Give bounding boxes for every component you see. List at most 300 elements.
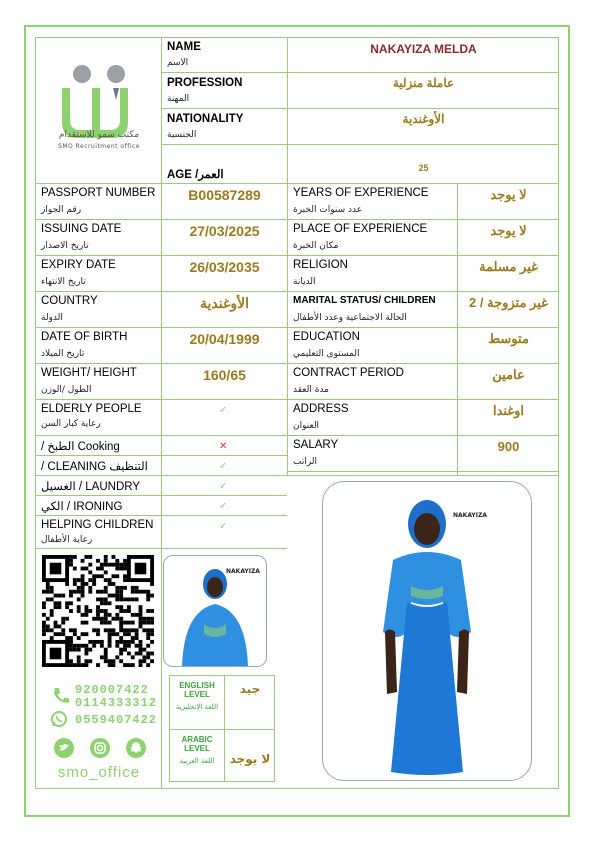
qr-module bbox=[77, 659, 81, 663]
skill-mark-icon: ✓ bbox=[219, 461, 228, 472]
qr-module bbox=[104, 601, 108, 605]
qr-module bbox=[96, 590, 100, 594]
qr-module bbox=[146, 644, 150, 648]
right-field-value: 900 bbox=[497, 439, 520, 454]
skills-end-hline bbox=[35, 548, 287, 549]
skill-row-line bbox=[35, 495, 287, 496]
qr-module bbox=[135, 644, 139, 648]
left-field-label: PASSPORT NUMBER bbox=[41, 187, 156, 199]
qr-module bbox=[88, 563, 92, 567]
qr-module bbox=[77, 644, 81, 648]
skill-label: الغسيل / LAUNDRY bbox=[41, 481, 141, 493]
qr-module bbox=[104, 563, 108, 567]
qr-module bbox=[92, 640, 96, 644]
qr-module bbox=[84, 567, 88, 571]
right-field-label-ar: العنوان bbox=[293, 421, 320, 431]
qr-module bbox=[123, 640, 127, 644]
qr-module bbox=[127, 628, 131, 632]
qr-module bbox=[146, 597, 150, 601]
qr-module bbox=[100, 601, 104, 605]
qr-module bbox=[50, 590, 54, 594]
right-field-label-ar: مدة العقد bbox=[293, 385, 329, 395]
qr-module bbox=[73, 567, 77, 571]
qr-module bbox=[119, 652, 123, 656]
left-field-value: 160/65 bbox=[203, 367, 246, 383]
qr-module bbox=[88, 570, 92, 574]
qr-module bbox=[115, 563, 119, 567]
qr-module bbox=[50, 628, 54, 632]
qr-module bbox=[127, 609, 131, 613]
qr-module bbox=[127, 621, 131, 625]
qr-module bbox=[77, 655, 81, 659]
qr-module bbox=[123, 648, 127, 652]
qr-module bbox=[108, 621, 112, 625]
person-large-icon bbox=[323, 482, 531, 780]
left-row-line bbox=[35, 399, 287, 400]
qr-module bbox=[104, 590, 108, 594]
qr-module bbox=[73, 663, 77, 667]
qr-module bbox=[96, 617, 100, 621]
qr-module bbox=[115, 632, 119, 636]
qr-module bbox=[84, 632, 88, 636]
qr-module bbox=[96, 567, 100, 571]
right-field-label: ADDRESS bbox=[293, 403, 349, 415]
nationality-label: NATIONALITY bbox=[167, 113, 244, 125]
right-row-line bbox=[287, 435, 559, 436]
qr-module bbox=[100, 590, 104, 594]
qr-module bbox=[42, 613, 46, 617]
qr-module bbox=[100, 567, 104, 571]
qr-module bbox=[112, 632, 116, 636]
qr-module bbox=[81, 613, 85, 617]
qr-module bbox=[100, 655, 104, 659]
qr-module bbox=[104, 655, 108, 659]
qr-module bbox=[127, 597, 131, 601]
qr-module bbox=[88, 555, 92, 559]
qr-module bbox=[146, 636, 150, 640]
qr-module bbox=[139, 652, 143, 656]
qr-module bbox=[81, 621, 85, 625]
qr-module bbox=[131, 636, 135, 640]
qr-module bbox=[139, 648, 143, 652]
qr-module bbox=[84, 644, 88, 648]
right-field-label: MARITAL STATUS/ CHILDREN bbox=[293, 295, 436, 306]
qr-module bbox=[108, 659, 112, 663]
photo-large bbox=[322, 481, 532, 781]
skill-label-ar: رعاية الأطفال bbox=[41, 535, 93, 545]
bottom-main-hline bbox=[287, 475, 559, 476]
right-row-line bbox=[287, 327, 559, 328]
qr-module bbox=[123, 586, 127, 590]
arabic-level-label-ar: اللغة العربية bbox=[179, 757, 215, 765]
right-row-line bbox=[287, 363, 559, 364]
right-field-label-ar: المستوى التعليمي bbox=[293, 349, 360, 359]
name-label: NAME bbox=[167, 41, 201, 53]
skill-mark-icon: ✓ bbox=[219, 405, 228, 416]
qr-module bbox=[100, 617, 104, 621]
qr-module bbox=[119, 625, 123, 629]
qr-module bbox=[123, 559, 127, 563]
qr-module bbox=[115, 574, 119, 578]
qr-module bbox=[108, 663, 112, 667]
qr-module bbox=[135, 632, 139, 636]
qr-module bbox=[104, 597, 108, 601]
qr-module bbox=[100, 609, 104, 613]
skill-label: / الطبخ Cooking bbox=[41, 441, 120, 453]
phone-number-2: 0114333312 bbox=[75, 696, 158, 710]
qr-module bbox=[115, 655, 119, 659]
qr-code[interactable] bbox=[42, 555, 154, 667]
qr-module bbox=[50, 648, 62, 660]
qr-module bbox=[77, 636, 81, 640]
qr-module bbox=[115, 590, 119, 594]
qr-module bbox=[96, 632, 100, 636]
qr-module bbox=[92, 628, 96, 632]
qr-module bbox=[69, 636, 73, 640]
qr-module bbox=[127, 652, 131, 656]
left-field-label-ar: تاريخ الميلاد bbox=[41, 349, 85, 359]
english-level-label: ENGLISH LEVEL bbox=[179, 681, 215, 699]
qr-module bbox=[100, 644, 104, 648]
header-hline-4 bbox=[35, 183, 559, 184]
qr-module bbox=[46, 586, 50, 590]
qr-module bbox=[69, 628, 73, 632]
qr-module bbox=[96, 609, 100, 613]
qr-module bbox=[88, 659, 92, 663]
qr-module bbox=[131, 590, 135, 594]
qr-module bbox=[54, 621, 58, 625]
right-field-label-ar: الراتب bbox=[293, 457, 318, 467]
qr-module bbox=[104, 617, 108, 621]
qr-module bbox=[115, 594, 119, 598]
qr-module bbox=[81, 582, 85, 586]
qr-module bbox=[146, 590, 150, 594]
right-field-label-ar: الديانة bbox=[293, 277, 316, 287]
qr-module bbox=[104, 555, 108, 559]
qr-module bbox=[131, 613, 135, 617]
skill-label: الكي / IRONING bbox=[41, 501, 123, 513]
qr-module bbox=[108, 628, 112, 632]
qr-module bbox=[119, 636, 123, 640]
qr-module bbox=[123, 663, 127, 667]
qr-module bbox=[84, 648, 88, 652]
qr-module bbox=[139, 613, 143, 617]
social-handle: smo_office bbox=[57, 764, 141, 781]
qr-module bbox=[146, 621, 150, 625]
left-value-vline bbox=[161, 183, 162, 399]
qr-module bbox=[123, 632, 127, 636]
left-field-label-ar: الطول /الوزن bbox=[41, 385, 92, 395]
qr-module bbox=[104, 621, 108, 625]
qr-module bbox=[142, 628, 146, 632]
qr-module bbox=[135, 590, 139, 594]
qr-module bbox=[77, 578, 81, 582]
qr-module bbox=[100, 640, 104, 644]
qr-module bbox=[96, 559, 100, 563]
qr-module bbox=[96, 605, 100, 609]
qr-module bbox=[123, 567, 127, 571]
qr-module bbox=[150, 609, 154, 613]
qr-module bbox=[135, 636, 139, 640]
qr-module bbox=[150, 640, 154, 644]
qr-module bbox=[150, 659, 154, 663]
qr-module bbox=[77, 605, 81, 609]
snapchat-icon[interactable] bbox=[126, 738, 146, 758]
skill-label-ar: رعاية كبار السن bbox=[41, 419, 101, 429]
qr-module bbox=[73, 632, 77, 636]
qr-module bbox=[69, 563, 73, 567]
qr-module bbox=[100, 563, 104, 567]
qr-module bbox=[84, 605, 88, 609]
left-field-label: EXPIRY DATE bbox=[41, 259, 116, 271]
qr-module bbox=[150, 621, 154, 625]
qr-module bbox=[77, 648, 81, 652]
profession-label-ar: المهنة bbox=[167, 94, 190, 104]
profession-label: PROFESSION bbox=[167, 77, 243, 89]
qr-module bbox=[61, 594, 65, 598]
left-field-value: 26/03/2035 bbox=[189, 259, 260, 275]
qr-module bbox=[142, 617, 146, 621]
qr-module bbox=[131, 628, 135, 632]
qr-module bbox=[104, 570, 108, 574]
qr-module bbox=[119, 648, 123, 652]
qr-module bbox=[92, 617, 96, 621]
qr-module bbox=[69, 609, 73, 613]
right-field-value: عامين bbox=[492, 367, 525, 382]
right-field-label: PLACE OF EXPERIENCE bbox=[293, 223, 428, 235]
qr-module bbox=[146, 594, 150, 598]
qr-module bbox=[135, 652, 139, 656]
qr-module bbox=[139, 640, 143, 644]
qr-module bbox=[54, 601, 58, 605]
qr-module bbox=[42, 625, 46, 629]
qr-module bbox=[73, 590, 77, 594]
qr-module bbox=[61, 628, 65, 632]
qr-module bbox=[119, 590, 123, 594]
qr-module bbox=[115, 640, 119, 644]
qr-module bbox=[84, 621, 88, 625]
qr-module bbox=[69, 659, 73, 663]
qr-module bbox=[146, 617, 150, 621]
qr-module bbox=[42, 605, 46, 609]
nationality-value: الأوغندية bbox=[402, 112, 445, 126]
qr-module bbox=[69, 590, 73, 594]
qr-module bbox=[69, 594, 73, 598]
qr-module bbox=[73, 628, 77, 632]
qr-module bbox=[46, 582, 50, 586]
qr-module bbox=[65, 601, 69, 605]
qr-module bbox=[139, 605, 143, 609]
qr-module bbox=[139, 621, 143, 625]
right-field-value: متوسط bbox=[488, 331, 529, 346]
photo-small bbox=[163, 555, 267, 667]
qr-module bbox=[112, 628, 116, 632]
right-field-label: CONTRACT PERIOD bbox=[293, 367, 404, 379]
qr-module bbox=[57, 625, 61, 629]
qr-module bbox=[135, 613, 139, 617]
qr-module bbox=[65, 605, 69, 609]
right-field-label-ar: الحالة الاجتماعية وعدد الأطفال bbox=[293, 313, 407, 323]
qr-module bbox=[146, 663, 150, 667]
qr-module bbox=[84, 659, 88, 663]
right-value-vline bbox=[457, 183, 458, 475]
qr-module bbox=[119, 605, 123, 609]
qr-module bbox=[96, 597, 100, 601]
qr-module bbox=[108, 601, 112, 605]
qr-module bbox=[112, 574, 116, 578]
qr-module bbox=[135, 586, 139, 590]
skill-row-line bbox=[35, 475, 287, 476]
qr-module bbox=[81, 663, 85, 667]
qr-module bbox=[146, 655, 150, 659]
left-field-label-ar: الدولة bbox=[41, 313, 63, 323]
qr-module bbox=[96, 640, 100, 644]
header-hline-2 bbox=[161, 108, 559, 109]
qr-module bbox=[131, 640, 135, 644]
qr-module bbox=[88, 578, 92, 582]
qr-module bbox=[146, 609, 150, 613]
qr-module bbox=[84, 652, 88, 656]
skill-label: HELPING CHILDREN bbox=[41, 519, 154, 531]
twitter-icon[interactable] bbox=[54, 738, 74, 758]
qr-module bbox=[119, 659, 123, 663]
qr-module bbox=[84, 555, 88, 559]
qr-module bbox=[81, 632, 85, 636]
qr-module bbox=[46, 628, 50, 632]
qr-module bbox=[104, 609, 108, 613]
qr-module bbox=[54, 594, 58, 598]
qr-module bbox=[108, 578, 112, 582]
qr-module bbox=[142, 621, 146, 625]
qr-module bbox=[84, 613, 88, 617]
name-label-ar: الاسم bbox=[167, 58, 189, 68]
qr-module bbox=[123, 597, 127, 601]
qr-module bbox=[112, 663, 116, 667]
right-row-line bbox=[287, 471, 559, 472]
qr-module bbox=[119, 617, 123, 621]
qr-module bbox=[135, 628, 139, 632]
qr-module bbox=[54, 632, 58, 636]
qr-module bbox=[69, 555, 73, 559]
qr-module bbox=[81, 586, 85, 590]
qr-module bbox=[92, 578, 96, 582]
qr-module bbox=[42, 590, 46, 594]
qr-module bbox=[112, 617, 116, 621]
qr-module bbox=[92, 582, 96, 586]
qr-module bbox=[123, 574, 127, 578]
qr-module bbox=[42, 621, 46, 625]
name-value: NAKAYIZA MELDA bbox=[370, 42, 477, 56]
left-field-value: 27/03/2025 bbox=[189, 223, 260, 239]
qr-module bbox=[127, 663, 131, 667]
qr-module bbox=[65, 617, 69, 621]
qr-module bbox=[139, 659, 143, 663]
right-field-value: غير متزوجة / 2 bbox=[469, 295, 548, 310]
qr-module bbox=[131, 655, 135, 659]
header-hline-3 bbox=[161, 144, 559, 145]
left-field-label: WEIGHT/ HEIGHT bbox=[41, 367, 137, 379]
qr-module bbox=[115, 567, 119, 571]
qr-module bbox=[146, 628, 150, 632]
qr-module bbox=[142, 648, 146, 652]
qr-module bbox=[61, 621, 65, 625]
qr-module bbox=[46, 625, 50, 629]
header-vline-1 bbox=[161, 37, 162, 789]
qr-module bbox=[46, 597, 50, 601]
qr-module bbox=[123, 644, 127, 648]
qr-module bbox=[104, 586, 108, 590]
qr-module bbox=[142, 590, 146, 594]
qr-module bbox=[131, 621, 135, 625]
qr-module bbox=[77, 609, 81, 613]
nationality-label-ar: الجنسية bbox=[167, 130, 197, 140]
qr-module bbox=[115, 613, 119, 617]
right-row-line bbox=[287, 291, 559, 292]
qr-module bbox=[104, 578, 108, 582]
qr-module bbox=[131, 586, 135, 590]
qr-module bbox=[104, 648, 108, 652]
qr-module bbox=[42, 628, 46, 632]
qr-module bbox=[42, 632, 46, 636]
skill-row-line bbox=[35, 515, 287, 516]
qr-module bbox=[50, 613, 54, 617]
qr-module bbox=[88, 640, 92, 644]
qr-module bbox=[61, 617, 65, 621]
qr-module bbox=[115, 644, 119, 648]
lang-hline bbox=[169, 729, 275, 730]
qr-module bbox=[119, 628, 123, 632]
skill-label: ELDERLY PEOPLE bbox=[41, 403, 142, 415]
qr-module bbox=[135, 563, 147, 575]
skill-mark-icon: ✕ bbox=[219, 441, 228, 452]
qr-module bbox=[81, 574, 85, 578]
left-field-label-ar: تاريخ الاصدار bbox=[41, 241, 89, 251]
qr-module bbox=[142, 655, 146, 659]
qr-module bbox=[61, 632, 65, 636]
qr-module bbox=[119, 621, 123, 625]
right-field-label: EDUCATION bbox=[293, 331, 360, 343]
phone-icon bbox=[50, 685, 72, 707]
instagram-icon[interactable] bbox=[90, 738, 110, 758]
english-level-value: جيد bbox=[239, 682, 261, 696]
qr-module bbox=[150, 594, 154, 598]
qr-module bbox=[115, 586, 119, 590]
qr-module bbox=[46, 590, 50, 594]
qr-module bbox=[84, 582, 88, 586]
age-value: 25 bbox=[418, 163, 429, 173]
qr-module bbox=[65, 636, 69, 640]
english-level-label-ar: اللغة الانجليزية bbox=[175, 703, 219, 711]
arabic-level-label: ARABIC LEVEL bbox=[181, 735, 213, 753]
right-field-label-ar: عدد سنوات الخبرة bbox=[293, 205, 363, 215]
qr-module bbox=[54, 625, 58, 629]
qr-module bbox=[104, 652, 108, 656]
arabic-level-value: لا يوجد bbox=[229, 752, 271, 766]
whatsapp-icon bbox=[50, 710, 68, 728]
qr-module bbox=[50, 609, 54, 613]
right-field-label: YEARS OF EXPERIENCE bbox=[293, 187, 429, 199]
qr-module bbox=[142, 659, 146, 663]
qr-module bbox=[115, 617, 119, 621]
qr-module bbox=[139, 617, 143, 621]
qr-module bbox=[127, 605, 131, 609]
qr-module bbox=[108, 613, 112, 617]
skill-mark-icon: ✓ bbox=[219, 521, 228, 532]
logo-english-text: SMO Recruitment office bbox=[58, 143, 140, 150]
qr-module bbox=[88, 648, 92, 652]
qr-module bbox=[112, 582, 116, 586]
qr-module bbox=[150, 632, 154, 636]
